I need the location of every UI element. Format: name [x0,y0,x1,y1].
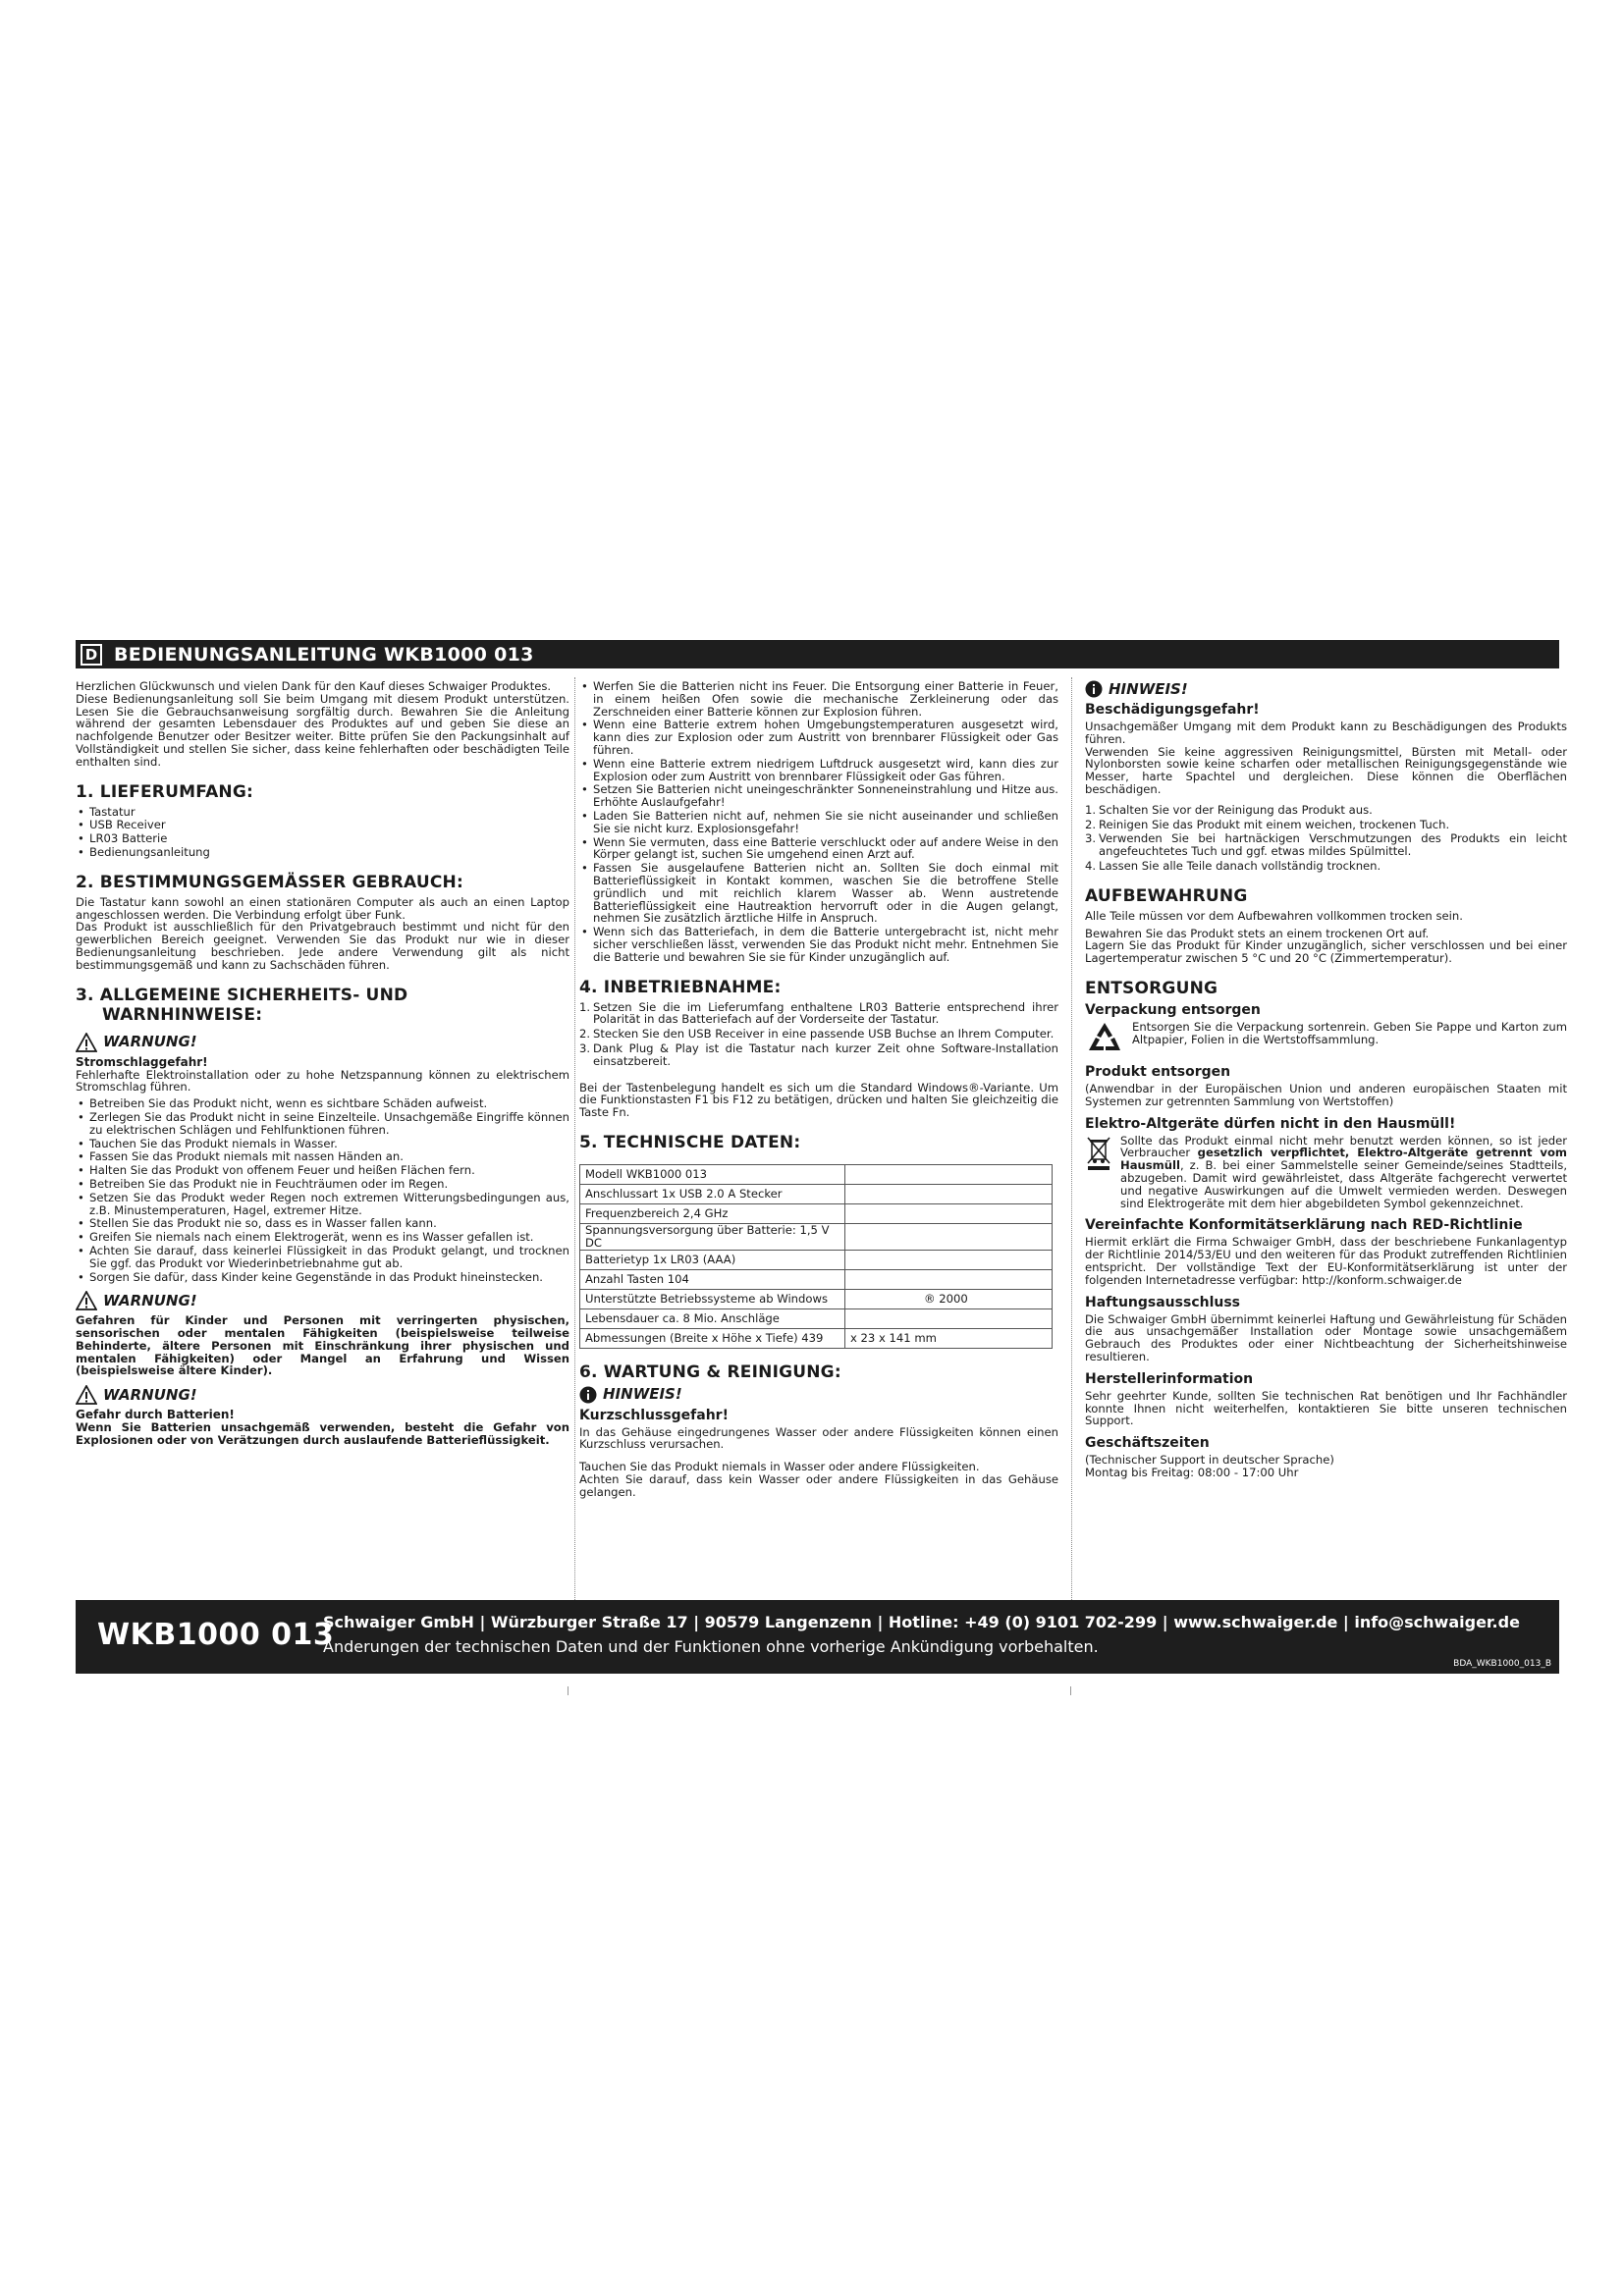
list-item: 2. Reinigen Sie das Produkt mit einem weichen, trockenen Tuch. [1085,817,1450,831]
subheading: Vereinfachte Konformitätserklärung nach RED-Richtlinie [1085,1217,1523,1234]
section-heading-lieferumfang: 1. LIEFERUMFANG: [76,781,254,802]
spec-table [579,1164,1053,1349]
paragraph: Unsachgemäßer Umgang mit dem Produkt kann zu Beschädigungen des Produkts führen. [1085,720,1567,746]
section-heading-wartung: 6. WARTUNG & REINIGUNG: [579,1362,841,1382]
section-heading-technische-daten: 5. TECHNISCHE DATEN: [579,1132,801,1152]
list-item: 1. Setzen Sie die im Lieferumfang enthaltene LR03 Batterie entsprechend ihrer Polarität in das Batteriefach auf der Vorderseite der Tastatur. [579,999,1058,1027]
paragraph: (Technischer Support in deutscher Sprache) [1085,1453,1334,1468]
warning-label: WARNUNG! [103,1385,197,1404]
list-item: 2. Stecken Sie den USB Receiver in eine passende USB Buchse an Ihrem Computer. [579,1027,1055,1041]
paragraph: Alle Teile müssen vor dem Aufbewahren vollkommen trocken sein. [1085,908,1463,923]
warning-subtitle: Gefahr durch Batterien! [76,1408,235,1422]
list-item: • Bedienungsanleitung [76,846,569,859]
table-row: Spannungsversorgung über Batterie: 1,5 V DC [580,1223,1053,1250]
list-item: • Sorgen Sie dafür, dass Kinder keine Gegenstände in das Produkt hineinstecken. [76,1271,569,1284]
warning-label: WARNUNG! [103,1033,197,1051]
list-item: • Fassen Sie ausgelaufene Batterien nicht an. Sollten Sie doch einmal mit Batterieflüssigkeit in Kontakt kommen, waschen Sie die betroffene Stelle gründlich und mit reichlich klarem Wasser ab. Wenn austretende Batterieflüssigkeit eine Hautreaktion hervorruft oder in die Augen gelangt, nehmen Sie zusätzlich ärztliche Hilfe in Anspruch. [579,862,1058,925]
table-row: Lebensdauer ca. 8 Mio. Anschläge [580,1308,1053,1328]
list-item: • Betreiben Sie das Produkt nie in Feuchträumen oder im Regen. [76,1178,569,1191]
paragraph: In das Gehäuse eingedrungenes Wasser oder andere Flüssigkeiten können einen Kurzschluss verursachen. [579,1424,1058,1452]
list-item: • Laden Sie Batterien nicht auf, nehmen Sie sie nicht auseinander und schließen Sie sie nicht kurz. Explosionsgefahr! [579,810,1058,835]
warning-subtitle: Stromschlaggefahr! [76,1054,208,1069]
paragraph: Gefahren für Kinder und Personen mit verringerten physischen, sensorischen oder mentalen Fähigkeiten (beispielsweise teilweise Behinderte, ältere Personen mit Einschränkung ihrer physischen und mentalen Fähigkeiten) oder Mangel an Erfahrung und Wissen (beispielsweise ältere Kinder). [76,1313,569,1378]
language-badge: D [81,644,102,666]
list-item: • Fassen Sie das Produkt niemals mit nassen Händen an. [76,1150,569,1163]
info-icon [579,1386,597,1404]
paragraph: Das Produkt ist ausschließlich für den Privatgebrauch bestimmt und nicht für den gewerblichen Bereich geeignet. Verwenden Sie das Produkt nur wie in dieser Bedienungsanleitung beschrieben. Jede andere Verwendung gilt als nicht bestimmungsgemäß und kann zu Sachschäden führen. [76,920,569,972]
list-item: • Wenn eine Batterie extrem hohen Umgebungstemperaturen ausgesetzt wird, kann dies zur Explosion oder zum Austritt von brennbarer Flüssigkeit oder Gas führen. [579,719,1058,756]
cleaning-steps [1085,804,1567,873]
document-title: BEDIENUNGSANLEITUNG WKB1000 013 [114,643,534,666]
list-item: 1. Schalten Sie vor der Reinigung das Produkt aus. [1085,802,1373,817]
section-heading-inbetriebnahme: 4. INBETRIEBNAHME: [579,977,782,997]
paragraph: Lagern Sie das Produkt für Kinder unzugänglich, sicher verschlossen und bei einer Lagertemperatur zwischen 5 °C und 20 °C (Zimmertemperatur). [1085,938,1567,966]
list-item: • Greifen Sie niemals nach einem Elektrogerät, wenn es ins Wasser gefallen ist. [76,1231,569,1244]
paragraph: Sollte das Produkt einmal nicht mehr benutzt werden können, so ist jeder Verbraucher gesetzlich verpflichtet, Elektro-Altgeräte getrennt vom Hausmüll, z. B. bei einer Sammelstelle seiner Gemeinde/seines Stadtteils, abzugeben. Damit wird gewährleistet, dass Altgeräte fachgerecht verwertet und negative Auswirkungen auf die Umwelt vermieden werden. Deswegen sind Elektrogeräte mit dem hier abgebildeten Symbol gekennzeichnet. [1120,1133,1567,1210]
warning-notice [76,1291,569,1310]
document-code: BDA_WKB1000_013_B [1453,1659,1551,1669]
list-item: 3. Dank Plug & Play ist die Tastatur nach kurzer Zeit ohne Software-Installation einsatzbereit. [579,1041,1058,1068]
list-item: • Setzen Sie das Produkt weder Regen noch extremen Witterungsbedingungen aus, z.B. Minustemperaturen, Hagel, extremer Hitze. [76,1192,569,1217]
list-item: • Zerlegen Sie das Produkt nicht in seine Einzelteile. Unsachgemäße Eingriffe können zu elektrischen Schlägen und Fehlfunktionen führen. [76,1111,569,1137]
section-heading-sicherheit: 3. ALLGEMEINE SICHERHEITS- UND WARNHINWEISE: [76,985,408,1025]
section-heading-entsorgung: ENTSORGUNG [1085,978,1218,998]
setup-steps [579,1001,1058,1068]
column-3 [1085,680,1567,1479]
paragraph: Sehr geehrter Kunde, sollten Sie technischen Rat benötigen und Ihr Fachhändler konnte Ihnen nicht weiterhelfen, kontaktieren Sie bitte unseren technischen Support. [1085,1388,1567,1428]
subheading: Produkt entsorgen [1085,1063,1231,1080]
warning-triangle-icon [76,1385,97,1405]
footer-contact: Schwaiger GmbH | Würzburger Straße 17 | 90579 Langenzenn | Hotline: +49 (0) 9101 702-299 | www.schwaiger.de | info@schwaiger.de [323,1613,1520,1631]
subheading: Elektro-Altgeräte dürfen nicht in den Hausmüll! [1085,1115,1456,1132]
hint-label: HINWEIS! [603,1385,682,1404]
section-heading-gebrauch: 2. BESTIMMUNGSGEMÄSSER GEBRAUCH: [76,872,463,892]
table-row: Anschlussart 1x USB 2.0 A Stecker [580,1184,1053,1203]
warning-triangle-icon [76,1033,97,1052]
list-item: • Wenn eine Batterie extrem niedrigem Luftdruck ausgesetzt wird, kann dies zur Explosion oder zum Austritt von brennbarer Flüssigkeit oder Gas führen. [579,758,1058,783]
crossed-bin-icon [1085,1135,1112,1172]
section-heading-aufbewahrung: AUFBEWAHRUNG [1085,885,1248,906]
list-item: • Halten Sie das Produkt von offenem Feuer und heißen Flächen fern. [76,1164,569,1177]
paragraph: Bei der Tastenbelegung handelt es sich um die Standard Windows®-Variante. Um die Funktionstasten F1 bis F12 zu betätigen, drücken und halten Sie gleichzeitig die Taste Fn. [579,1080,1058,1120]
footer-model: WKB1000 013 [97,1618,335,1652]
list-item: 4. Lassen Sie alle Teile danach vollständig trocknen. [1085,858,1381,873]
list-item: • Wenn sich das Batteriefach, in dem die Batterie untergebracht ist, nicht mehr sicher verschließen lässt, verwenden Sie das Produkt nicht mehr. Entnehmen Sie die Batterie und bewahren Sie sie für Kinder unzugänglich auf. [579,926,1058,963]
paragraph: Fehlerhafte Elektroinstallation oder zu hohe Netzspannung können zu elektrischem Stromschlag führen. [76,1067,569,1095]
recycle-row [1085,1021,1567,1056]
table-row: Anzahl Tasten 104 [580,1269,1053,1289]
weee-row [1085,1135,1567,1210]
paragraph: Tauchen Sie das Produkt niemals in Wasser oder andere Flüssigkeiten. [579,1460,980,1474]
hint-notice [579,1386,1058,1404]
list-item: • Betreiben Sie das Produkt nicht, wenn es sichtbare Schäden aufweist. [76,1097,569,1110]
subheading: Herstellerinformation [1085,1370,1254,1387]
warning-notice [76,1385,569,1405]
header-bar [76,640,1559,668]
info-icon [1085,680,1103,698]
list-item: • Tastatur [76,806,569,819]
fold-mark [1070,1686,1071,1695]
paragraph: Hiermit erklärt die Firma Schwaiger GmbH, dass der beschriebene Funkanlagentyp der Richtlinie 2014/53/EU und den weiteren für das Produkt zutreffenden Richtlinien entspricht. Der vollständige Text der EU-Konformitätserklärung ist unter der folgenden Internetadresse verfügbar: http://konform.schwaiger.de [1085,1235,1567,1287]
paragraph: Bewahren Sie das Produkt stets an einem trockenen Ort auf. [1085,926,1430,940]
list-item: • Tauchen Sie das Produkt niemals in Wasser. [76,1138,569,1150]
list-item: • Setzen Sie Batterien nicht uneingeschränkter Sonneneinstrahlung und Hitze aus. Erhöhte Auslaufgefahr! [579,783,1058,809]
table-row: Abmessungen (Breite x Höhe x Tiefe) 439 x 23 x 141 mm [580,1328,1053,1348]
hint-label: HINWEIS! [1109,679,1188,698]
subheading: Haftungsausschluss [1085,1294,1241,1310]
warning-notice [76,1033,569,1052]
list-item: 3. Verwenden Sie bei hartnäckigen Verschmutzungen des Produkts ein leicht angefeuchtetes Tuch und ggf. etwas mildes Spülmittel. [1085,831,1567,859]
intro-paragraph: Herzlichen Glückwunsch und vielen Dank für den Kauf dieses Schwaiger Produktes. [76,679,552,693]
column-separator [574,677,575,1600]
list-item: • Wenn Sie vermuten, dass eine Batterie verschluckt oder auf andere Weise in den Körper gelangt ist, suchen Sie umgehend einen Arzt auf. [579,836,1058,862]
table-row: Batterietyp 1x LR03 (AAA) [580,1250,1053,1269]
paragraph: Entsorgen Sie die Verpackung sortenrein. Geben Sie Pappe und Karton zum Altpapier, Folien in die Wertstoffsammlung. [1132,1019,1567,1046]
intro-paragraph: Diese Bedienungsanleitung soll Sie beim Umgang mit diesem Produkt unterstützen. Lesen Sie die Gebrauchsanweisung sorgfältig durch. Bewahren Sie die Anleitung während der gesamten Lebensdauer des Produktes auf und geben Sie diese an nachfolgende Benutzer oder Besitzer weiter. Bitte prüfen Sie den Packungsinhalt auf Vollständigkeit und stellen Sie sicher, dass keine fehlerhaften oder beschädigten Teile enthalten sind. [76,691,569,769]
warning-label: WARNUNG! [103,1291,197,1309]
footer-bar [76,1600,1559,1674]
warning-triangle-icon [76,1291,97,1310]
column-2 [579,680,1058,1498]
list-item: • USB Receiver [76,819,569,831]
paragraph: Die Tastatur kann sowohl an einen stationären Computer als auch an einen Laptop angeschlossen werden. Die Verbindung erfolgt über Funk. [76,894,569,922]
subheading: Verpackung entsorgen [1085,1001,1261,1018]
battery-list [579,680,1058,964]
subheading: Kurzschlussgefahr! [579,1407,729,1423]
paragraph: Achten Sie darauf, dass kein Wasser oder andere Flüssigkeiten in das Gehäuse gelangen. [579,1471,1058,1499]
table-row: Unterstützte Betriebssysteme ab Windows ® 2000 [580,1289,1053,1308]
paragraph: Wenn Sie Batterien unsachgemäß verwenden, besteht die Gefahr von Explosionen oder von Verätzungen durch auslaufende Batterieflüssigkeit. [76,1420,569,1448]
paragraph: Die Schwaiger GmbH übernimmt keinerlei Haftung und Gewährleistung für Schäden die aus unsachgemäßer Installation oder Montage sowie unsachgemäßem Gebrauch des Produktes oder einer Nichtbeachtung der Sicherheitshinweise resultieren. [1085,1311,1567,1363]
list-item: • Stellen Sie das Produkt nie so, dass es in Wasser fallen kann. [76,1217,569,1230]
list-item: • Achten Sie darauf, dass keinerlei Flüssigkeit in das Produkt gelangt, und trocknen Sie ggf. das Produkt vor Wiederinbetriebnahme gut ab. [76,1245,569,1270]
recycle-icon [1085,1021,1124,1056]
subheading: Geschäftszeiten [1085,1435,1210,1452]
paragraph: (Anwendbar in der Europäischen Union und anderen europäischen Staaten mit Systemen zur getrennten Sammlung von Wertstoffen) [1085,1081,1567,1108]
column-1 [76,680,569,1447]
safety-list [76,1097,569,1283]
list-item: • LR03 Batterie [76,832,569,845]
column-separator [1071,677,1072,1600]
subheading: Beschädigungsgefahr! [1085,702,1260,718]
table-row: Frequenzbereich 2,4 GHz [580,1203,1053,1223]
table-row: Modell WKB1000 013 [580,1164,1053,1184]
hint-notice [1085,680,1567,698]
paragraph: Montag bis Freitag: 08:00 - 17:00 Uhr [1085,1465,1299,1479]
paragraph: Verwenden Sie keine aggressiven Reinigungsmittel, Bürsten mit Metall- oder Nylonborsten sowie keine scharfen oder metallischen Reinigungsgegenstände wie Messer, harte Spachtel und dergleichen. Diese können die Oberflächen beschädigen. [1085,744,1567,796]
footer-notice: Änderungen der technischen Daten und der Funktionen ohne vorherige Ankündigung vorbehalten. [323,1637,1099,1656]
delivery-list [76,806,569,859]
list-item: • Werfen Sie die Batterien nicht ins Feuer. Die Entsorgung einer Batterie in Feuer, in einem heißen Ofen sowie die mechanische Zerkleinerung oder das Zerschneiden einer Batterie können zur Explosion führen. [579,680,1058,718]
